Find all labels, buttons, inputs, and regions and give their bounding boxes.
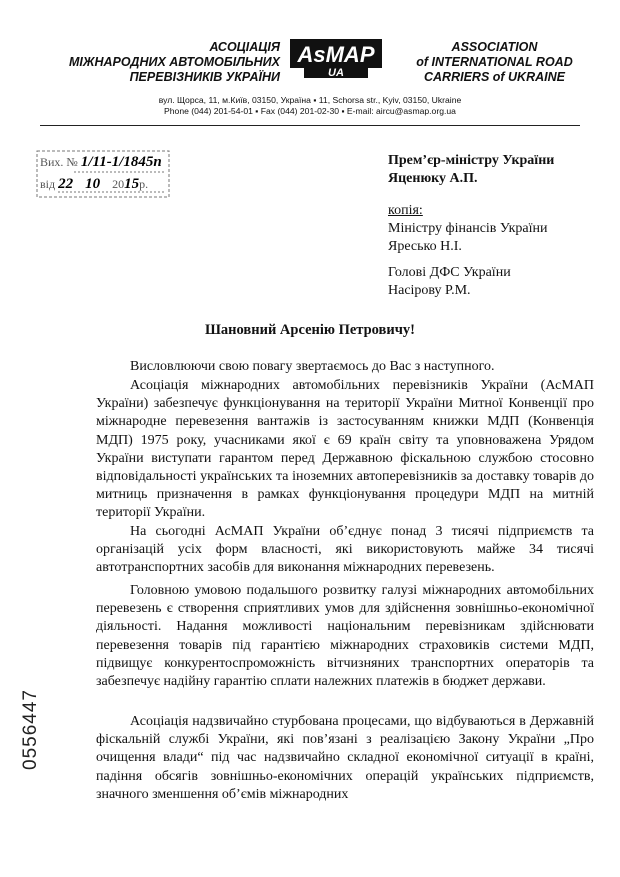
body-paragraph: Асоціація надзвичайно стурбована процесами, що відбуваються в Державній фіскальній службі України, які пов’язані з реалізацією Закону України „Про очищення влади“ під час надзвичайно складної економічної ситуації в країні, падіння обсягів зовнішньо-економічних операцій українських підприємств, значного зменшення об’ємів міжнародних	[96, 714, 594, 802]
greeting: Шановний Арсенію Петровичу!	[204, 322, 416, 338]
org-name-ua-line: ПЕРЕВІЗНИКІВ УКРАЇНИ	[129, 70, 280, 84]
org-name-en-line: ASSOCIATION	[451, 40, 538, 54]
address-line: вул. Щорса, 11, м.Київ, 03150, Україна ▪ 11, Schorsa str., Kyiv, 03150, Ukraine	[158, 95, 462, 105]
date-row	[40, 176, 148, 193]
addressee	[388, 152, 554, 188]
logo-subtext: UA	[328, 67, 344, 79]
outgoing-number: 1/11-1/1845п	[80, 154, 162, 170]
address-line: Phone (044) 201-54-01 ▪ Fax (044) 201-02-30 ▪ E-mail: aircu@asmap.org.ua	[164, 106, 456, 116]
letterhead-divider	[40, 125, 580, 126]
copy-recipient: Міністру фінансів України	[388, 221, 548, 236]
date-year: 15	[124, 176, 140, 192]
asmap-logo	[284, 34, 388, 86]
serial-number	[12, 668, 46, 772]
copy-recipient: Голові ДФС України	[388, 265, 511, 280]
addressee-name: Яценюку А.П.	[388, 171, 478, 186]
copy-recipients	[388, 202, 547, 300]
copy-label: копія:	[388, 203, 423, 218]
org-name-en-line: of INTERNATIONAL ROAD	[416, 55, 573, 69]
outgoing-number-label: Вих. №	[40, 155, 78, 169]
date-year-prefix: 20	[112, 177, 125, 191]
serial-number-text: 0556447	[20, 689, 41, 770]
date-day: 22	[58, 176, 74, 192]
org-name-ua-line: МІЖНАРОДНИХ АВТОМОБІЛЬНИХ	[69, 55, 280, 69]
body-paragraph: Асоціація міжнародних автомобільних перевізників України (АсМАП України) забезпечує функціонування на території України Митної Конвенції про міжнародне перевезення вантажів із застосуванням книжки МДП (Конвенція МДП) 1975 року, учасниками якої є 69 країн світу та уповноважена Урядом України виступати гарантом перед Державною фіскальною службою стосовно відповідальності українських та іноземних автоперевізників за доставку товарів до митниць призначення в рамках функціонування процедури МДП на митній території України.	[96, 378, 594, 521]
logo-text: AsMAP	[297, 42, 375, 67]
org-name-en-line: CARRIERS of UKRAINE	[424, 70, 565, 84]
addressee-title: Прем’єр-міністру України	[388, 153, 555, 168]
copy-recipient: Насірову Р.М.	[388, 283, 471, 298]
org-name-english	[392, 40, 597, 85]
body-paragraph: Головною умовою подальшого розвитку галузі міжнародних автомобільних перевезень є створення сприятливих умов для здійснення зовнішньо-економічної діяльності. Надання можливості національним перевізникам здійснювати перевезення товарів під гарантією міжнародних страховиків системи МДП, підвищує конкурентоспроможність вітчизняних транспортних операторів та забезпечує надійну гарантію сплати належних платежів в бюджет держави.	[96, 583, 594, 690]
outgoing-number-row	[40, 154, 162, 171]
date-month: 10	[85, 176, 101, 192]
org-name-ukrainian	[28, 40, 280, 85]
org-address	[150, 95, 470, 117]
body-paragraph: Висловлюючи свою повагу звертаємось до Вас з наступного.	[130, 359, 495, 374]
date-suffix: р.	[139, 177, 149, 191]
copy-recipient: Яресько Н.І.	[388, 239, 462, 254]
registration-stamp	[36, 150, 170, 198]
date-label: від	[40, 177, 56, 191]
org-name-ua-line: АСОЦІАЦІЯ	[209, 40, 280, 54]
body-paragraph: На сьогодні АсМАП України об’єднує понад 3 тисячі підприємств та організацій усіх форм власності, які використовують майже 34 тисячі автотранспортних засобів для виконання міжнародних перевезень.	[96, 524, 594, 576]
